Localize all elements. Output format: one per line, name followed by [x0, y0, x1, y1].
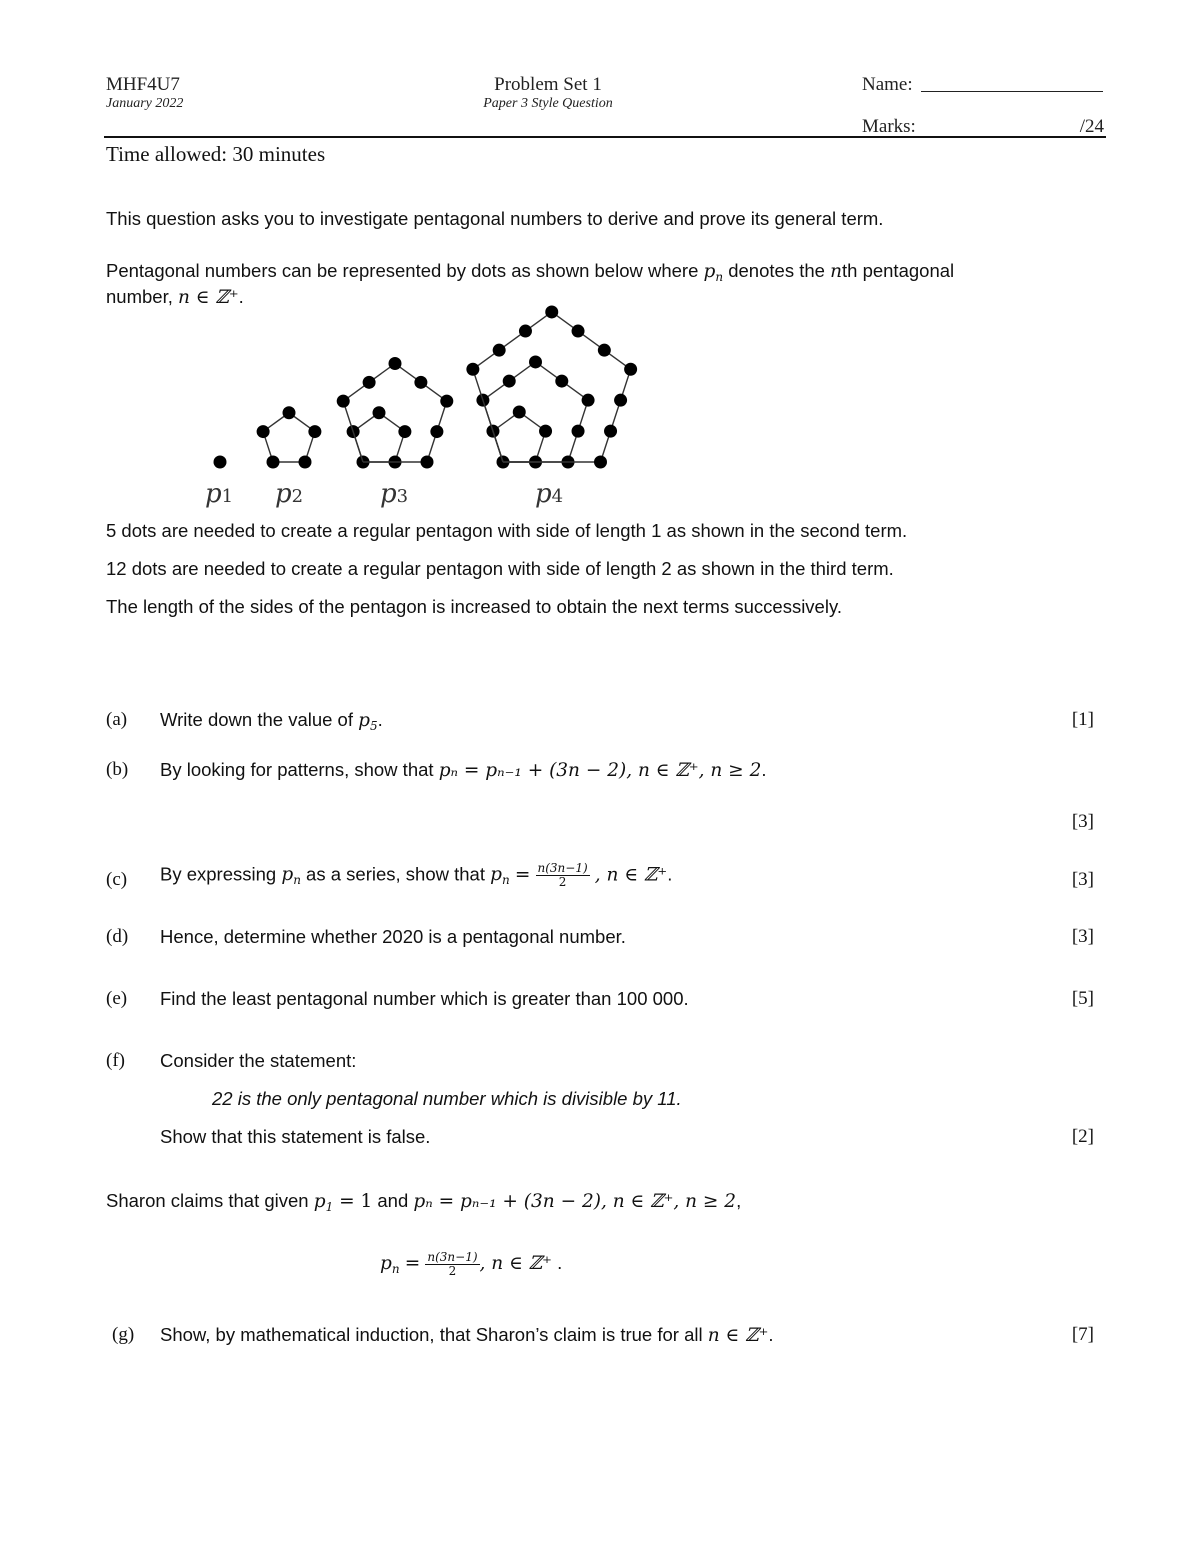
question-e-marks: [5]: [1071, 988, 1094, 1009]
pentagon-dot: [503, 375, 516, 388]
pentagon-dot: [421, 456, 434, 469]
figure-label-p4: p4: [535, 479, 564, 509]
general-term-fraction: $\frac{n(3n-1)}{2}$: [537, 861, 588, 889]
fact-line-1: 5 dots are needed to create a regular pentagon with side of length 1 as shown in the second term.: [106, 520, 908, 541]
pentagon-edge: [473, 369, 503, 462]
name-label: Name:: [862, 74, 913, 95]
question-f-marks: [2]: [1071, 1126, 1094, 1147]
sharon-formula: $p_n$ = $\frac{n(3n-1)}{2}$ , n ∈ ℤ⁺ .: [380, 1249, 563, 1278]
figure-label-p3: p3: [380, 479, 409, 509]
pentagon-dot: [493, 344, 506, 357]
pentagon-dot: [337, 395, 350, 408]
pentagon-dot: [513, 405, 526, 418]
intro-line-2: Pentagonal numbers can be represented by dots as shown below where $p_n$ denotes the nth pentagonal: [106, 260, 955, 284]
question-d-label: (d): [106, 926, 129, 947]
question-a-marks: [1]: [1071, 709, 1094, 730]
question-b-marks: [3]: [1071, 811, 1094, 832]
question-c-text: By expressing $p_n$ as a series, show that $p_n$ = $\frac{n(3n-1)}{2}$ , n ∈ ℤ⁺.: [160, 861, 673, 889]
pentagon-dot: [257, 425, 270, 438]
date: January 2022: [106, 96, 184, 111]
pentagon-dot: [598, 344, 611, 357]
pentagon-dot: [308, 425, 321, 438]
pentagon-dot: [519, 325, 532, 338]
pentagon-dot: [440, 395, 453, 408]
pentagon-dot: [572, 425, 585, 438]
pentagon-dot: [283, 406, 296, 419]
intro-line-3: number, n ∈ ℤ⁺.: [106, 286, 244, 308]
question-c-marks: [3]: [1071, 869, 1094, 890]
figure-label-p1: p1: [205, 479, 234, 509]
question-a-text: Write down the value of $p_5$.: [160, 709, 383, 733]
question-b-text: By looking for patterns, show that pₙ = pₙ₋₁ + (3n − 2), n ∈ ℤ⁺, n ≥ 2.: [160, 759, 767, 781]
pentagonal-dots-figure: [0, 0, 1200, 520]
fact-line-2: 12 dots are needed to create a regular pentagon with side of length 2 as shown in the third term.: [106, 558, 894, 579]
pentagon-dot: [214, 456, 227, 469]
question-d-text: Hence, determine whether 2020 is a pentagonal number.: [160, 926, 626, 947]
pentagon-edge: [552, 312, 631, 369]
figure-label-p2: p2: [275, 479, 304, 509]
pentagon-dot: [430, 425, 443, 438]
set-notation: n ∈ ℤ⁺: [178, 287, 239, 308]
course-code: MHF4U7: [106, 74, 180, 95]
question-c-label: (c): [106, 869, 128, 890]
question-f-text-2: Show that this statement is false.: [160, 1126, 431, 1147]
pentagon-dot: [373, 406, 386, 419]
pentagon-edge: [601, 369, 631, 462]
pentagon-dot: [614, 394, 627, 407]
pentagon-dot: [389, 357, 402, 370]
question-e-label: (e): [106, 988, 128, 1009]
pentagon-dot: [529, 355, 542, 368]
question-f-statement: 22 is the only pentagonal number which is divisible by 11.: [212, 1088, 682, 1109]
question-g-marks: [7]: [1071, 1324, 1094, 1345]
pentagon-edge: [343, 401, 363, 462]
pentagon-dot: [299, 456, 312, 469]
pentagon-dot: [604, 425, 617, 438]
sharon-claim: Sharon claims that given $p_1 = 1$ and pₙ = pₙ₋₁ + (3n − 2), n ∈ ℤ⁺, n ≥ 2,: [106, 1190, 742, 1214]
pentagon-dot: [582, 394, 595, 407]
question-d-marks: [3]: [1071, 926, 1094, 947]
time-allowed: Time allowed: 30 minutes: [106, 142, 326, 166]
question-g-text: Show, by mathematical induction, that Sharon’s claim is true for all n ∈ ℤ⁺.: [160, 1324, 774, 1346]
pentagon-dot: [267, 456, 280, 469]
pentagon-dot: [555, 375, 568, 388]
marks-label: Marks:: [862, 116, 916, 137]
question-g-label: (g): [112, 1324, 135, 1345]
pentagon-dot: [545, 305, 558, 318]
question-f-text: Consider the statement:: [160, 1050, 357, 1071]
fact-line-3: The length of the sides of the pentagon is increased to obtain the next terms successively.: [106, 596, 842, 617]
question-f-label: (f): [106, 1050, 125, 1071]
question-e-text: Find the least pentagonal number which is greater than 100 000.: [160, 988, 689, 1009]
question-b-label: (b): [106, 759, 129, 780]
page-title: Problem Set 1: [494, 74, 602, 95]
pentagon-dot: [398, 425, 411, 438]
question-a-label: (a): [106, 709, 128, 730]
pentagon-dot: [572, 325, 585, 338]
page-subtitle: Paper 3 Style Question: [483, 96, 613, 111]
pentagon-dot: [466, 363, 479, 376]
intro-line-1: This question asks you to investigate pentagonal numbers to derive and prove its general term.: [106, 208, 884, 229]
pentagon-dot: [363, 376, 376, 389]
pentagon-dot: [624, 363, 637, 376]
marks-total: /24: [1079, 116, 1104, 137]
pentagon-dot: [594, 456, 607, 469]
pentagon-dot: [414, 376, 427, 389]
pentagon-dot: [539, 425, 552, 438]
